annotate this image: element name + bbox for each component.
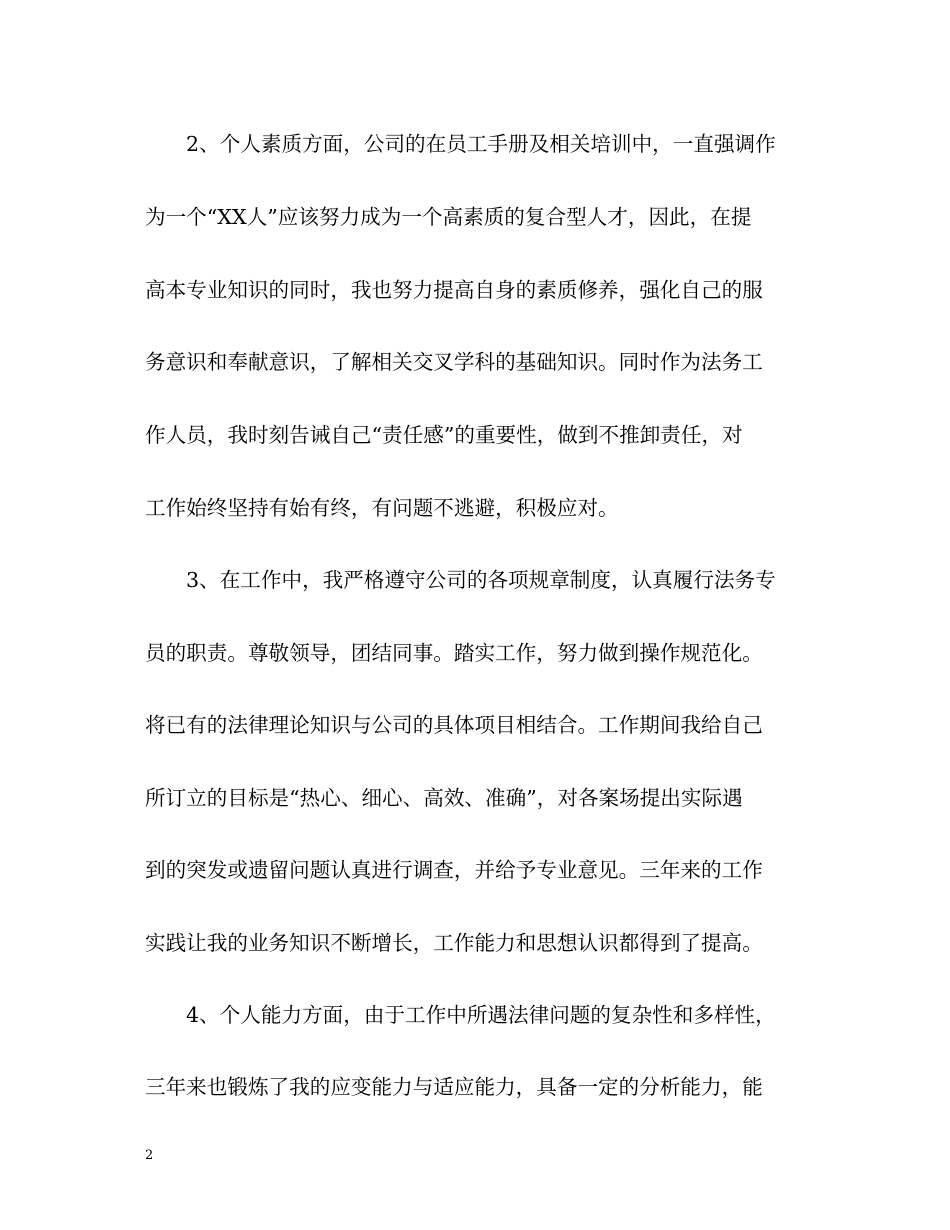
text-line: 到的突发或遗留问题认真进行调查，并给予专业意见。三年来的工作	[145, 858, 763, 882]
text-line: 作人员，我时刻告诫自己“责任感”的重要性，做到不推卸责任，对	[145, 423, 743, 447]
text-line: 务意识和奉献意识，了解相关交叉学科的基础知识。同时作为法务工	[145, 350, 763, 374]
text-line: 为一个“XX人”应该努力成为一个高素质的复合型人才，因此，在提	[145, 205, 752, 229]
text-line: 工作始终坚持有始有终，有问题不逃避，积极应对。	[145, 496, 619, 520]
text-line: 员的职责。尊敬领导，团结同事。踏实工作，努力做到操作规范化。	[145, 641, 763, 665]
text-line: 三年来也锻炼了我的应变能力与适应能力，具备一定的分析能力，能	[145, 1075, 763, 1099]
text-line: 高本专业知识的同时，我也努力提高自身的素质修养，强化自己的服	[145, 278, 763, 302]
text-line: 2、个人素质方面，公司的在员工手册及相关培训中，一直强调作	[186, 132, 776, 156]
text-line: 所订立的目标是“热心、细心、高效、准确”，对各案场提出实际遇	[145, 786, 743, 810]
text-line: 3、在工作中，我严格遵守公司的各项规章制度，认真履行法务专	[186, 568, 776, 592]
text-line: 4、个人能力方面，由于工作中所遇法律问题的复杂性和多样性，	[186, 1003, 776, 1027]
page-number: 2	[145, 1148, 154, 1163]
text-line: 将已有的法律理论知识与公司的具体项目相结合。工作期间我给自己	[145, 713, 763, 737]
text-line: 实践让我的业务知识不断增长，工作能力和思想认识都得到了提高。	[145, 931, 763, 955]
